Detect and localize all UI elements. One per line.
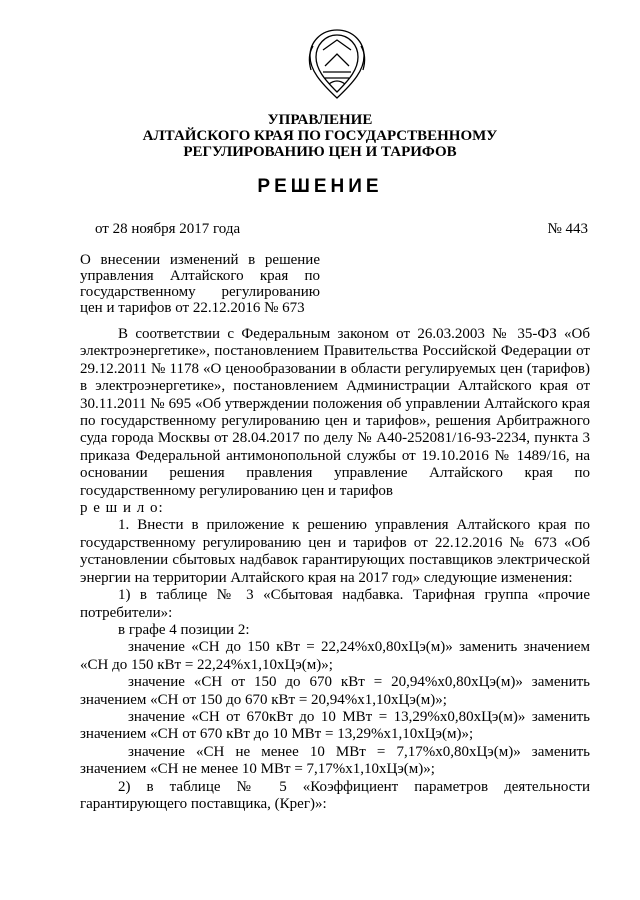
clause-1-column-note: в графе 4 позиции 2: xyxy=(118,621,250,638)
preamble-paragraph: В соответствии с Федеральным законом от 26.03.2003 № 35-ФЗ «Об электроэнергетике», постановлением Правительства Российской Федерации от 29.12.2011 № 1178 «О ценообразовании в области регулируемых цен (тарифов) в электроэнергетике», постановлением Администрации Алтайского края от 30.11.2011 № 695 «Об утверждении положения об управлении Алтайского края по государственному регулированию цен и тарифов», решения Арбитражного суда города Москвы от 28.04.2017 по делу № А40-252081/16-93-2234, пункта 3 приказа Федеральной антимонопольной службы от 19.10.2016 № 1489/16, на основании решения правления управление Алтайского края по государственному регулированию цен и тарифов xyxy=(80,326,590,499)
document-subject: О внесении изменений в решение управления Алтайского края по государственному регулированию цен и тарифов от 22.12.2016 № 673 xyxy=(80,252,320,316)
document-number: № 443 xyxy=(547,221,588,237)
replacement-value-4: значение «СН не менее 10 МВт = 7,17%х0,80хЦэ(м)» заменить значением «СН не менее 10 МВт = 7,17%х1,10хЦэ(м)»; xyxy=(80,743,590,778)
authority-name-line-1: УПРАВЛЕНИЕ xyxy=(267,112,373,128)
document-date: от 28 ноября 2017 года xyxy=(95,221,241,237)
clause-1-item-2: 2) в таблице № 5 «Коэффициент параметров деятельности гарантирующего поставщика, (Крег)»: xyxy=(80,778,590,812)
resolved-line: р е ш и л о: xyxy=(80,500,164,517)
replacement-value-2: значение «СН от 150 до 670 кВт = 20,94%х0,80хЦэ(м)» заменить значением «СН от 150 до 670 кВт = 20,94%х1,10хЦэ(м)»; xyxy=(80,674,590,708)
clause-1-item-1: 1) в таблице № 3 «Сбытовая надбавка. Тарифная группа «прочие потребители»: xyxy=(80,587,590,621)
authority-name-line-3: РЕГУЛИРОВАНИЮ ЦЕН И ТАРИФОВ xyxy=(183,144,457,160)
replacement-value-3: значение «СН от 670кВт до 10 МВт = 13,29%х0,80хЦэ(м)» заменить значением «СН от 670 кВт до 10 МВт = 13,29%х1,10хЦэ(м)»; xyxy=(80,708,590,743)
clause-1: 1. Внести в приложение к решению управления Алтайского края по государственному регулированию цен и тарифов от 22.12.2016 № 673 «Об установлении сбытовых надбавок гарантирующих поставщиков электрической энергии на территории Алтайского края на 2017 год» следующие изменения: xyxy=(80,517,590,586)
coat-of-arms-emblem xyxy=(301,26,373,102)
authority-name-line-2: АЛТАЙСКОГО КРАЯ ПО ГОСУДАРСТВЕННОМУ xyxy=(142,128,498,144)
document-type-title: РЕШЕНИЕ xyxy=(257,176,383,197)
document-body xyxy=(80,326,590,813)
replacement-value-1: значение «СН до 150 кВт = 22,24%х0,80хЦэ(м)» заменить значением «СН до 150 кВт = 22,24%х1,10хЦэ(м)»; xyxy=(80,639,590,673)
